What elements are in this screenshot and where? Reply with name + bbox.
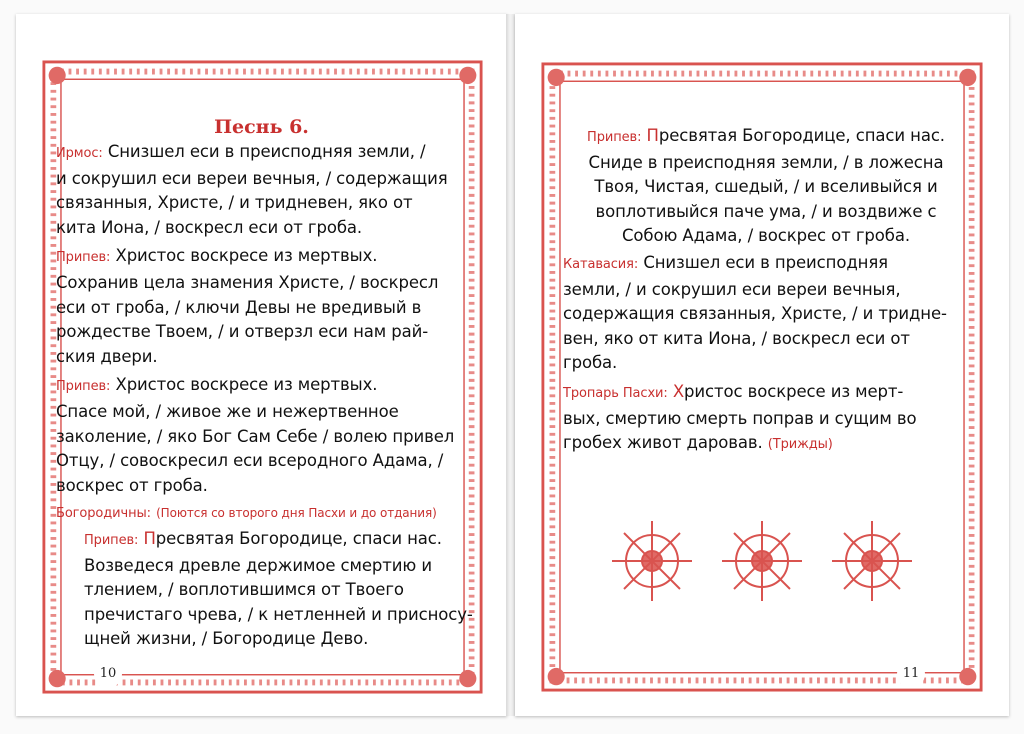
theotokion-line-3: воплотивыйся паче ума, / и воздвиже с	[595, 201, 937, 221]
katavasia-line-4: вен, яко от кита Иона, / воскресл еси от	[563, 328, 910, 348]
ode-title: Песнь 6.	[214, 116, 309, 138]
tropar-line-3: гробех живот даровав.	[563, 433, 763, 453]
right-page-text	[563, 124, 969, 458]
irmos-line-1: Снизшел еси в преисподняя земли, /	[107, 142, 426, 161]
cross-ornaments-icon	[597, 516, 927, 606]
katavasia-label: Катавасия:	[563, 256, 639, 272]
irmos-line-2: и сокрушил еси вереи вечныя, / содержащия	[56, 168, 448, 188]
thrice-note: (Трижды)	[767, 437, 833, 453]
drop-initial: Х	[672, 381, 685, 401]
theotokion-line-2: тлением, / воплотившимся от Твоего	[84, 580, 404, 600]
drop-initial: П	[646, 126, 659, 145]
refrain-text: Христос воскресе из мертвых.	[115, 246, 378, 266]
right-page	[515, 14, 1009, 716]
theotokion-line-3: пречистаго чрева, / к нетленней и присносу-	[84, 604, 473, 624]
troparion-2-line-4: воскрес от гроба.	[56, 475, 208, 495]
troparion-1-line-3: рождестве Твоем, / и отверзл еси нам рай-	[56, 322, 429, 342]
refrain-label: Припев:	[56, 379, 111, 395]
troparion-2-line-1: Спасе мой, / живое же и нежертвенное	[56, 401, 399, 421]
irmos-label: Ирмос:	[56, 146, 103, 161]
troparion-1-line-1: Сохранив цела знамения Христе, / воскресл	[56, 272, 439, 292]
theotokion-line-4: щней жизни, / Богородице Дево.	[84, 629, 369, 649]
tropar-line-2: вых, смертию смерть поправ и сущим во	[563, 408, 917, 428]
theotokion-line-1: Возведеся древле держимое смертию и	[84, 555, 432, 575]
troparion-2-line-2: заколение, / яко Бог Сам Себе / волею привел	[56, 426, 455, 446]
drop-initial: П	[143, 528, 156, 548]
katavasia-line-5: гроба.	[563, 353, 618, 373]
theotokion-line-4: Собою Адама, / воскрес от гроба.	[622, 226, 910, 246]
troparion-1-line-4: ския двери.	[56, 346, 158, 366]
theotokion-line-2: Твоя, Чистая, сшедый, / и вселивыйся и	[594, 177, 938, 197]
refrain-text: ресвятая Богородице, спаси нас.	[155, 528, 442, 548]
theotokia-label: Богородичны:	[56, 506, 151, 522]
katavasia-line-3: содержащия связанныя, Христе, / и тридне-	[563, 304, 947, 324]
page-number: 11	[897, 660, 925, 688]
refrain-text: ресвятая Богородице, спаси нас.	[658, 126, 945, 145]
tropar-label: Тропарь Пасхи:	[563, 385, 668, 401]
page-number: 10	[94, 660, 122, 688]
irmos-line-4: кита Иона, / воскресл еси от гроба.	[56, 217, 363, 237]
troparion-2-line-3: Отцу, / совоскресил еси всеродного Адама, /	[56, 451, 444, 471]
refrain-label: Припев:	[84, 532, 139, 548]
irmos-line-3: связанныя, Христе, / и тридневен, яко от	[56, 193, 413, 213]
refrain-label: Припев:	[56, 250, 111, 266]
refrain-label: Припев:	[587, 130, 642, 145]
theotokia-note: (Поются со второго дня Пасхи и до отдания)	[156, 506, 437, 521]
refrain-text: Христос воскресе из мертвых.	[115, 375, 378, 395]
katavasia-line-1: Снизшел еси в преисподняя	[643, 252, 888, 272]
tropar-line-1: ристос воскресе из мерт-	[684, 381, 904, 401]
troparion-1-line-2: еси от гроба, / ключи Девы не вредивый в	[56, 297, 422, 317]
left-page	[16, 14, 507, 716]
katavasia-line-2: земли, / и сокрушил еси вереи вечныя,	[563, 279, 901, 299]
theotokion-line-1: Сниде в преисподняя земли, / в ложесна	[588, 152, 944, 172]
left-page-text	[56, 116, 473, 652]
